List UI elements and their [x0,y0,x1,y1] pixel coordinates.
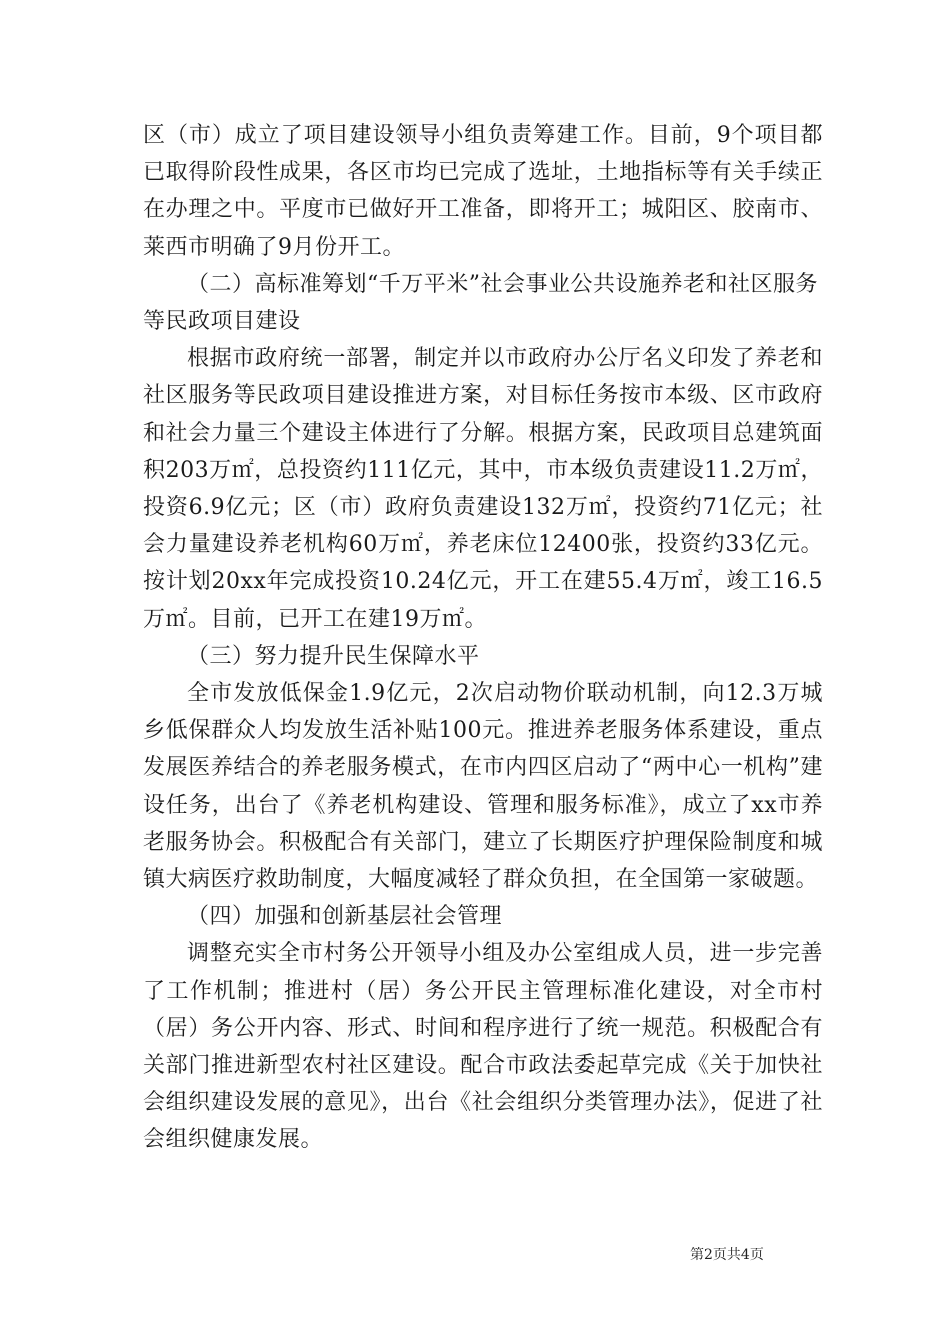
paragraph-livelihood-security: 全市发放低保金1.9亿元，2次启动物价联动机制，向12.3万城乡低保群众人均发放生活补贴100元。推进养老服务体系建设，重点发展医养结合的养老服务模式，在市内四区启动了“两中心一机构”建设任务，出台了《养老机构建设、管理和服务标准》，成立了xx市养老服务协会。积极配合有关部门，建立了长期医疗护理保险制度和城镇大病医疗救助制度，大幅度减轻了群众负担，在全国第一家破题。 [143,681,823,893]
section-heading-4: （四）加强和创新基层社会管理 [187,904,503,930]
section-heading-3: （三）努力提升民生保障水平 [187,643,480,669]
paragraph-project-leadership: 区（市）成立了项目建设领导小组负责筹建工作。目前，9个项目都已取得阶段性成果，各区市均已完成了选址，土地指标等有关手续正在办理之中。平度市已做好开工准备，即将开工；城阳区、胶南市、莱西市明确了9月份开工。 [143,123,823,260]
paragraph-grassroots-management: 调整充实全市村务公开领导小组及办公室组成人员，进一步完善了工作机制；推进村（居）务公开民主管理标准化建设，对全市村（居）务公开内容、形式、时间和程序进行了统一规范。积极配合有关部门推进新型农村社区建设。配合市政法委起草完成《关于加快社会组织建设发展的意见》，出台《社会组织分类管理办法》，促进了社会组织健康发展。 [143,941,823,1153]
paragraph-civil-projects: 根据市政府统一部署，制定并以市政府办公厅名义印发了养老和社区服务等民政项目建设推进方案，对目标任务按市本级、区市政府和社会力量三个建设主体进行了分解。根据方案，民政项目总建筑面积203万㎡，总投资约111亿元，其中，市本级负责建设11.2万㎡，投资6.9亿元；区（市）政府负责建设132万㎡，投资约71亿元；社会力量建设养老机构60万㎡，养老床位12400张，投资约33亿元。按计划20xx年完成投资10.24亿元，开工在建55.4万㎡，竣工16.5万㎡。目前，已开工在建19万㎡。 [143,346,823,632]
page-number: 第2页共4页 [690,1247,764,1263]
section-heading-2: （二）高标准筹划“千万平米”社会事业公共设施养老和社区服务等民政项目建设 [143,271,818,335]
document-body [143,117,823,1159]
